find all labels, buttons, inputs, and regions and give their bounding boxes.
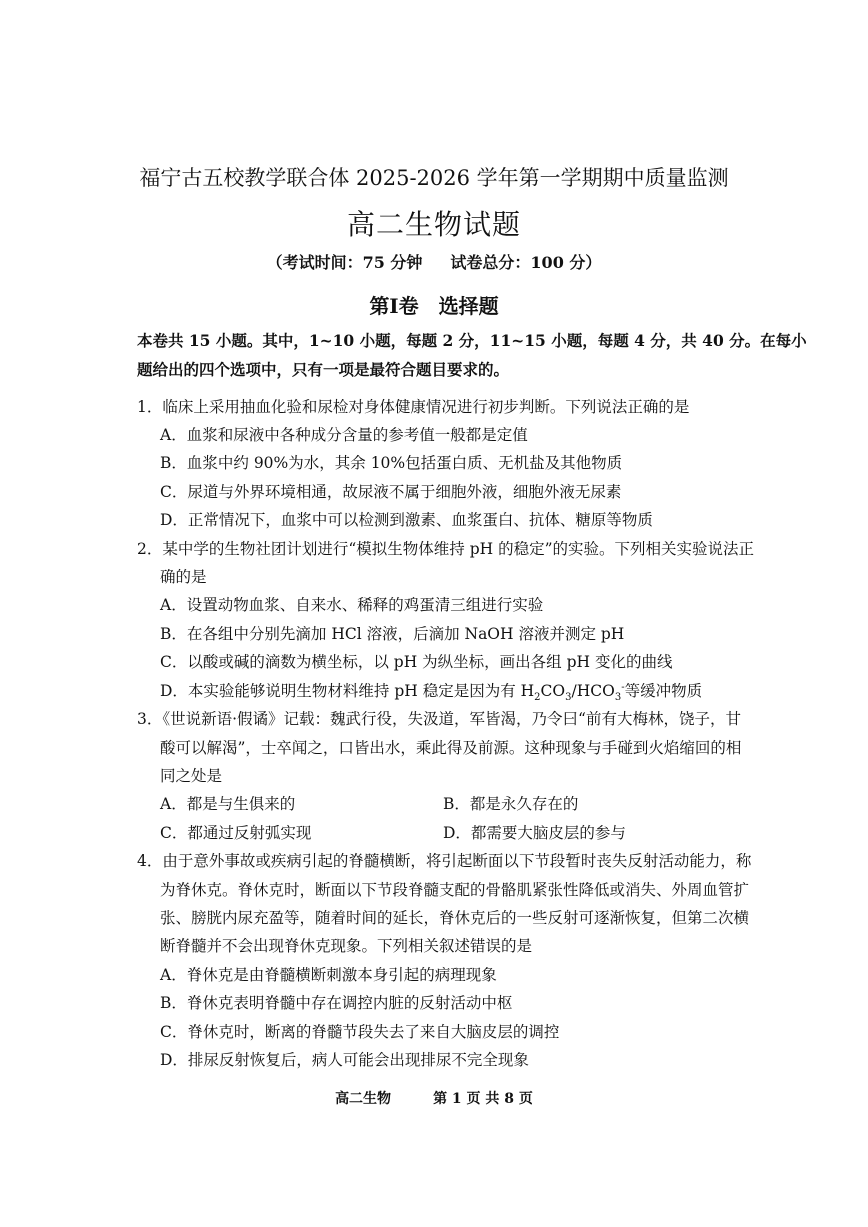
page-footer (0, 1088, 868, 1108)
exam-meta (0, 250, 868, 273)
subscript: 3 (614, 692, 622, 704)
question-2-stem-line-1: 2．某中学的生物社团计划进行“模拟生物体维持 pH 的稳定”的实验。下列相关实验说法正 (137, 540, 755, 558)
question-2-option-d (160, 679, 702, 703)
school-title: 福宁古五校教学联合体 2025-2026 学年第一学期期中质量监测 (139, 166, 729, 190)
instructions-line-1: 本卷共 15 小题。其中，1~10 小题，每题 2 分，11~15 小题，每题 4 分，共 40 分。在每小 (137, 331, 807, 350)
page-number: 第 1 页 共 8 页 (433, 1091, 533, 1107)
question-4-option-b: B．脊休克表明脊髓中存在调控内脏的反射活动中枢 (160, 994, 513, 1012)
subscript: 2 (534, 692, 541, 704)
question-1-option-a: A．血浆和尿液中各种成分含量的参考值一般都是定值 (160, 426, 528, 444)
subscript: 3 (565, 692, 572, 704)
question-3-option-a: A．都是与生俱来的 (160, 795, 296, 813)
question-2-option-c: C．以酸或碱的滴数为横坐标，以 pH 为纵坐标，画出各组 pH 变化的曲线 (160, 653, 673, 671)
superscript: - (621, 681, 625, 693)
section-name: 选择题 (438, 294, 499, 318)
question-3-option-b: B．都是永久存在的 (443, 795, 579, 813)
footer-subject: 高二生物 (335, 1091, 392, 1107)
section-part: 第Ⅰ卷 (369, 294, 419, 318)
question-4-stem-line-4: 断脊髓并不会出现脊休克现象。下列相关叙述错误的是 (160, 937, 533, 955)
question-4-stem-line-2: 为脊休克。脊休克时，断面以下节段脊髓支配的骨骼肌紧张性降低或消失、外周血管扩 (160, 881, 750, 899)
question-3-option-c: C．都通过反射弧实现 (160, 824, 312, 842)
instructions-line-2: 题给出的四个选项中，只有一项是最符合题目要求的。 (137, 360, 510, 379)
question-4-option-a: A．脊休克是由脊髓横断刺激本身引起的病理现象 (160, 966, 497, 984)
question-1-stem: 1．临床上采用抽血化验和尿检对身体健康情况进行初步判断。下列说法正确的是 (137, 398, 690, 416)
question-2-option-b: B．在各组中分别先滴加 HCl 溶液，后滴加 NaOH 溶液并测定 pH (160, 625, 625, 643)
question-3-stem-line-2: 酸可以解渴”，士卒闻之，口皆出水，乘此得及前源。这种现象与手碰到火焰缩回的相 (160, 739, 742, 757)
question-4-option-c: C．脊休克时，断离的脊髓节段失去了来自大脑皮层的调控 (160, 1023, 560, 1041)
question-3-stem-line-3: 同之处是 (160, 767, 223, 785)
question-4-stem-line-1: 4．由于意外事故或疾病引起的脊髓横断，将引起断面以下节段暂时丧失反射活动能力，称 (137, 852, 752, 870)
question-1-option-d: D．正常情况下，血浆中可以检测到激素、血浆蛋白、抗体、糖原等物质 (160, 511, 653, 529)
option-d-suffix: 等缓冲物质 (624, 682, 703, 700)
question-2-option-a: A．设置动物血浆、自来水、稀释的鸡蛋清三组进行实验 (160, 596, 544, 614)
question-4-stem-line-3: 张、膀胱内尿充盈等，随着时间的延长，脊休克后的一些反射可逐渐恢复，但第二次横 (160, 909, 750, 927)
question-1-option-c: C．尿道与外界环境相通，故尿液不属于细胞外液，细胞外液无尿素 (160, 483, 622, 501)
question-2-stem-line-2: 确的是 (160, 568, 207, 586)
question-3-stem-line-1: 3．《世说新语·假谲》记载：魏武行役，失汲道，军皆渴，乃令曰“前有大梅林，饶子，甘 (137, 710, 741, 728)
formula-part: /HCO (571, 682, 615, 700)
page-title: 高二生物试题 (346, 208, 521, 241)
total-score: 试卷总分：100 分） (450, 253, 602, 272)
question-1-option-b: B．血浆中约 90%为水，其余 10%包括蛋白质、无机盐及其他物质 (160, 454, 623, 472)
option-d-text: D．本实验能够说明生物材料维持 pH 稳定是因为有 H (160, 682, 535, 700)
section-heading (0, 290, 868, 319)
formula-part: CO (540, 682, 566, 700)
question-3-option-d: D．都需要大脑皮层的参与 (443, 824, 626, 842)
exam-time: （考试时间：75 分钟 (266, 253, 423, 272)
question-4-option-d: D．排尿反射恢复后，病人可能会出现排尿不完全现象 (160, 1051, 529, 1069)
